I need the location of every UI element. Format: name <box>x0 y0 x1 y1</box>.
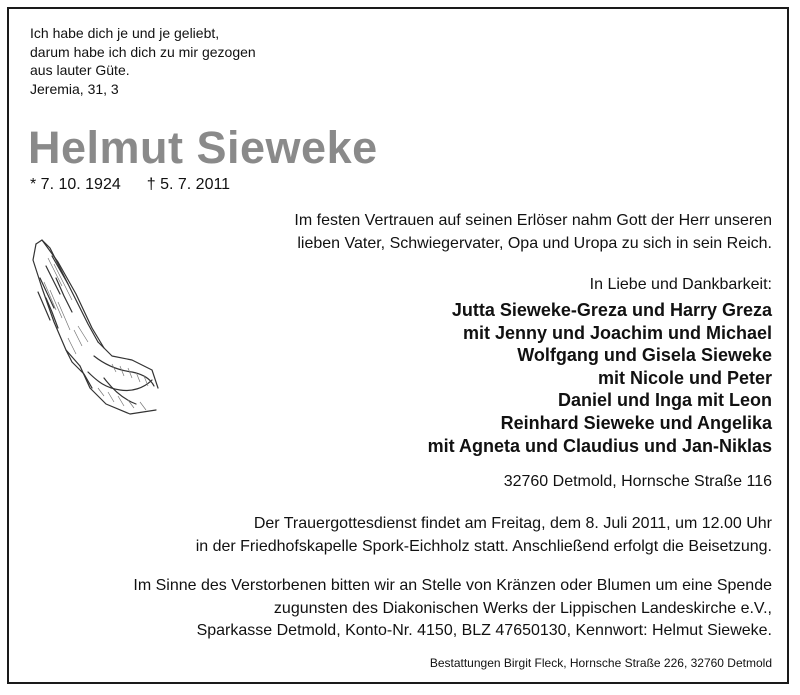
service-info <box>196 513 772 558</box>
funeral-home: Bestattungen Birgit Fleck, Hornsche Straße 226, 32760 Detmold <box>429 656 772 670</box>
service-line: in der Friedhofskapelle Spork-Eichholz statt. Anschließend erfolgt die Beisetzung. <box>195 537 772 555</box>
family-line: Reinhard Sieweke und Angelika <box>500 412 772 433</box>
birth-date: * 7. 10. 1924 <box>30 176 121 193</box>
family-list <box>428 299 772 457</box>
family-line: Daniel und Inga mit Leon <box>557 390 772 411</box>
family-line: Wolfgang und Gisela Sieweke <box>517 345 772 366</box>
bible-verse <box>30 24 256 98</box>
family-address: 32760 Detmold, Hornsche Straße 116 <box>503 473 772 490</box>
family-line: mit Jenny und Joachim und Michael <box>462 322 772 343</box>
donation-line: zugunsten des Diakonischen Werks der Lippischen Landeskirche e.V., <box>273 599 772 617</box>
family-line: mit Nicole und Peter <box>597 367 772 388</box>
death-date: † 5. 7. 2011 <box>146 176 231 193</box>
life-dates <box>30 176 230 194</box>
service-line: Der Trauergottesdienst findet am Freitag, dem 8. Juli 2011, um 12.00 Uhr <box>253 515 772 532</box>
donation-info <box>133 575 772 643</box>
verse-line: Ich habe dich je und je geliebt, <box>30 25 220 41</box>
family-line: Jutta Sieweke-Greza und Harry Greza <box>451 300 772 320</box>
intro-text <box>294 210 772 255</box>
family-line: mit Agneta und Claudius und Jan-Niklas <box>427 435 772 456</box>
verse-line: aus lauter Güte. <box>30 62 130 78</box>
praying-hands-icon <box>28 238 160 416</box>
thanks-line: In Liebe und Dankbarkeit: <box>589 276 772 293</box>
donation-line: Sparkasse Detmold, Konto-Nr. 4150, BLZ 47650130, Kennwort: Helmut Sieweke. <box>196 622 772 639</box>
donation-line: Im Sinne des Verstorbenen bitten wir an Stelle von Kränzen oder Blumen um eine Spende <box>133 577 772 594</box>
intro-line: Im festen Vertrauen auf seinen Erlöser nahm Gott der Herr unseren <box>294 212 772 229</box>
verse-reference: Jeremia, 31, 3 <box>30 80 119 97</box>
deceased-name: Helmut Sieweke <box>28 122 378 173</box>
verse-line: darum habe ich dich zu mir gezogen <box>30 43 256 60</box>
intro-line: lieben Vater, Schwiegervater, Opa und Uropa zu sich in sein Reich. <box>297 234 772 252</box>
